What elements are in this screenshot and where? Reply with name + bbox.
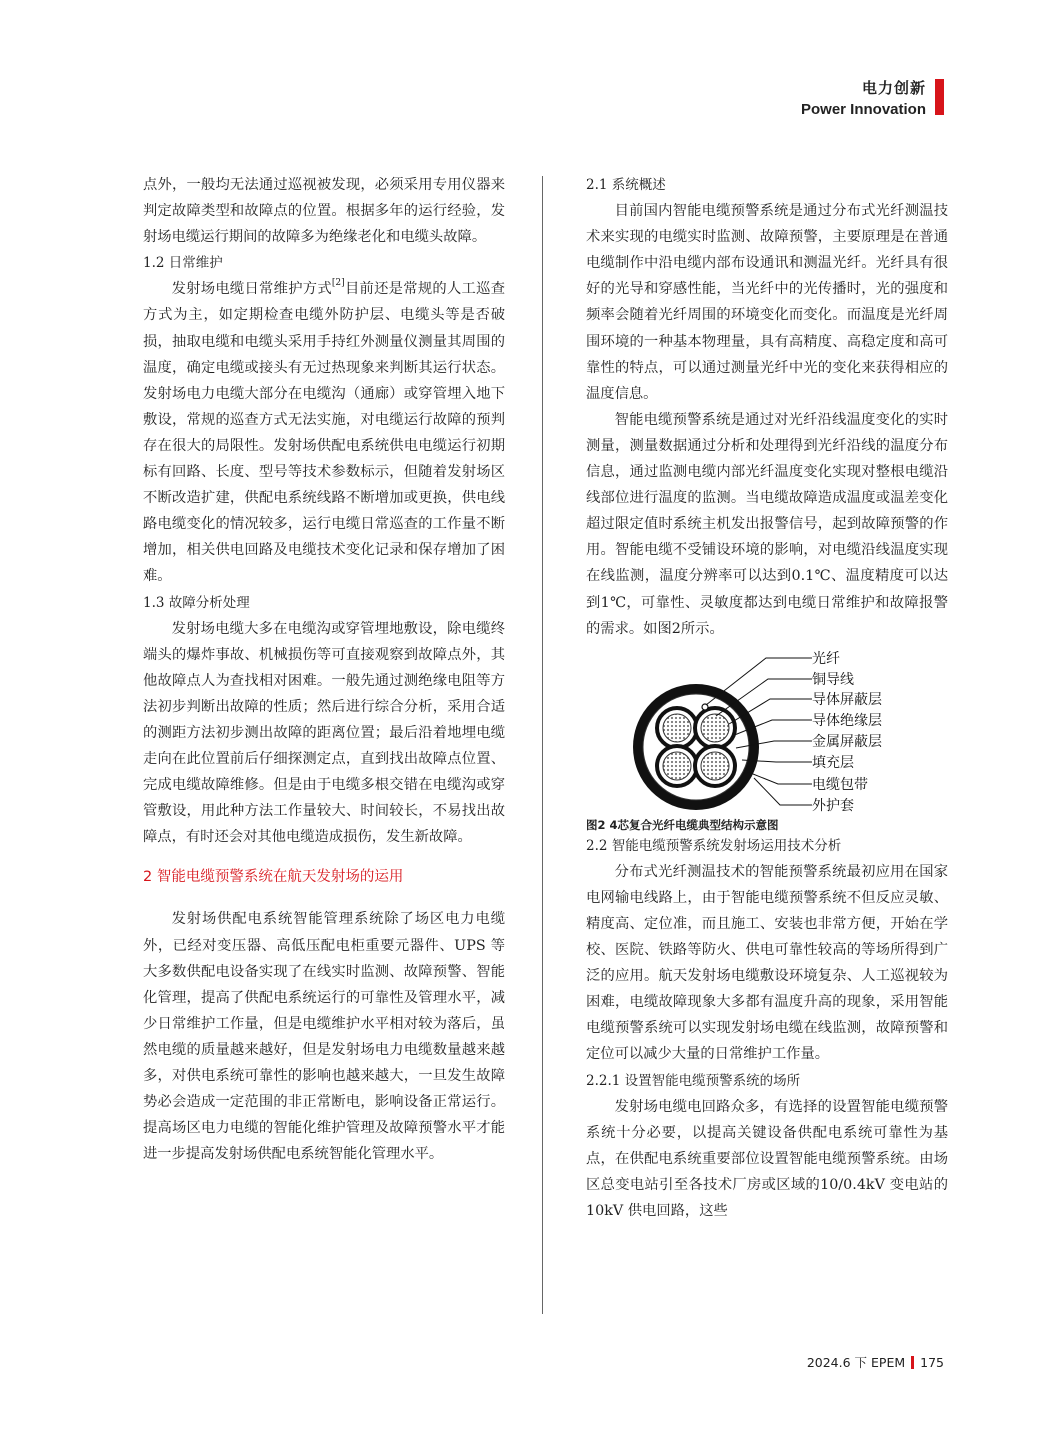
paragraph-continuation: 点外，一般均无法通过巡视被发现，必须采用专用仪器来判定故障类型和故障点的位置。根据多年的运行经验，发射场电缆运行期间的故障多为绝缘老化和电缆头故障。 [143, 177, 505, 246]
heading-2-2: 2.2 智能电缆预警系统发射场运用技术分析 [586, 837, 842, 854]
citation-ref: [2] [331, 278, 345, 289]
label-outer-sheath: 外护套 [812, 797, 854, 814]
heading-section-2: 2 智能电缆预警系统在航天发射场的运用 [143, 869, 404, 886]
label-cable-tape: 电缆包带 [812, 776, 868, 793]
cable-cross-section-diagram [586, 644, 948, 819]
heading-1-2: 1.2 日常维护 [143, 255, 223, 272]
paragraph-1-2-rest: 目前还是常规的人工巡查方式为主，如定期检查电缆外防护层、电缆头等是否破损，抽取电缆和电缆头采用手持红外测量仪测量其周围的温度，确定电缆或接头有无过热现象来判断其运行状态。发射场电力电缆大部分在电缆沟（通廊）或穿管埋入地下敷设，常规的巡查方式无法实施，对电缆运行故障的预判存在很大的局限性。发射场供配电系统供电电缆运行初期标有回路、长度、型号等技术参数标示，但随着发射场区不断改造扩建，供配电系统线路不断增加或更换，供电线路电缆变化的情况较多，运行电缆日常巡查的工作量不断增加，相关供电回路及电缆技术变化记录和保存增加了困难。 [143, 281, 505, 585]
paragraph-1-2-start: 发射场电缆日常维护方式 [171, 281, 332, 298]
paragraph-2-2-1: 发射场电缆电回路众多，有选择的设置智能电缆预警系统十分必要，以提高关键设备供配电系统可靠性为基点，在供配电系统重要部位设置智能电缆预警系统。由场区总变电站引至各技术厂房或区域的10/0.4kV 变电站的10kV 供电回路，这些 [586, 1098, 948, 1219]
column-divider [542, 176, 543, 1314]
right-column [586, 172, 948, 1224]
optical-fiber-element [702, 704, 708, 710]
heading-1-3: 1.3 故障分析处理 [143, 594, 250, 611]
journal-title-en: Power Innovation [800, 101, 926, 118]
label-conductor-insulation: 导体绝缘层 [812, 712, 882, 729]
footer-accent-bar [911, 1356, 914, 1369]
heading-2-1: 2.1 系统概述 [586, 177, 666, 193]
paragraph-2-1-a: 目前国内智能电缆预警系统是通过分布式光纤测温技术来实现的电缆实时监测、故障预警，主要原理是在普通电缆制作中沿电缆内部布设通讯和测温光纤。光纤具有很好的光导和穿感性能，当光纤中的光传播时，光的强度和频率会随着光纤周围的环境变化而变化。而温度是光纤周围环境的一种基本物理量，具有高精度、高稳定度和高可靠性的特点，可以通过测量光纤中光的变化来获得相应的温度信息。 [586, 203, 948, 402]
label-optical-fiber: 光纤 [812, 650, 840, 667]
cable-structure-figure [586, 644, 948, 819]
issue-label: 2024.6 下 EPEM [806, 1355, 906, 1370]
paragraph-1-2 [143, 276, 505, 589]
page-number: 175 [920, 1355, 944, 1370]
label-metal-shield: 金属屏蔽层 [812, 733, 882, 750]
journal-title-cn: 电力创新 [861, 79, 926, 97]
paragraph-2: 发射场供配电系统智能管理系统除了场区电力电缆外，已经对变压器、高低压配电柜重要元器件、UPS 等大多数供配电设备实现了在线实时监测、故障预警、智能化管理，提高了供配电系统运行的可靠性及管理水平，减少日常维护工作量，但是电缆维护水平相对较为落后，虽然电缆的质量越来越好，但是发射场电力电缆数量越来越多，对供电系统可靠性的影响也越来越大，一旦发生故障势必会造成一定范围的非正常断电，影响设备正常运行。提高场区电力电缆的智能化维护管理及故障预警水平才能进一步提高发射场供配电系统智能化管理水平。 [143, 911, 505, 1163]
conductor-core-2 [695, 708, 735, 748]
label-filler: 填充层 [812, 754, 854, 771]
filler-layer [643, 694, 749, 800]
conductor-core-4 [695, 746, 735, 786]
paragraph-2-2: 分布式光纤测温技术的智能预警系统最初应用在国家电网输电线路上，由于智能电缆预警系统不但反应灵敏、精度高、定位准，而且施工、安装也非常方便，开始在学校、医院、铁路等防火、供电可靠性较高的等场所得到广泛的应用。航天发射场电缆敷设环境复杂、人工巡视较为困难，电缆故障现象大多都有温度升高的现象，采用智能电缆预警系统可以实现发射场电缆在线监测，故障预警和定位可以减少大量的日常维护工作量。 [586, 863, 948, 1063]
label-copper-conductor: 铜导线 [812, 671, 854, 688]
label-conductor-shield: 导体屏蔽层 [812, 691, 882, 708]
conductor-core-3 [657, 746, 697, 786]
figure-caption: 图2 4芯复合光纤电缆典型结构示意图 [586, 817, 779, 832]
left-column [143, 172, 505, 1167]
header-accent-bar [935, 79, 944, 115]
paragraph-2-1-b: 智能电缆预警系统是通过对光纤沿线温度变化的实时测量，测量数据通过分析和处理得到光纤沿线的温度分布信息，通过监测电缆内部光纤温度变化实现对整根电缆沿线部位进行温度的监测。当电缆故障造成温度或温差变化超过限定值时系统主机发出报警信号，起到故障预警的作用。智能电缆不受铺设环境的影响，对电缆沿线温度实现在线监测，温度分辨率可以达到0.1℃、温度精度可以达到1℃，可靠性、灵敏度都达到电缆日常维护和故障报警的需求。如图2所示。 [586, 411, 948, 637]
conductor-core-1 [657, 708, 697, 748]
journal-header [801, 77, 926, 121]
page-footer [807, 1353, 944, 1371]
heading-2-2-1: 2.2.1 设置智能电缆预警系统的场所 [586, 1072, 801, 1089]
paragraph-1-3: 发射场电缆大多在电缆沟或穿管埋地敷设，除电缆终端头的爆炸事故、机械损伤等可直接观察到故障点外，其他故障点人为查找相对困难。一般先通过测绝缘电阻等方法初步判断出故障的性质；然后进行综合分析，采用合适的测距方法初步测出故障的距离位置；最后沿着地埋电缆走向在此位置前后仔细探测定点，直到找出故障点位置、完成电缆故障维修。但是由于电缆多根交错在电缆沟或穿管敷设，用此种方法工作量较大、时间较长，不易找出故障点，有时还会对其他电缆造成损伤，发生新故障。 [143, 620, 505, 846]
